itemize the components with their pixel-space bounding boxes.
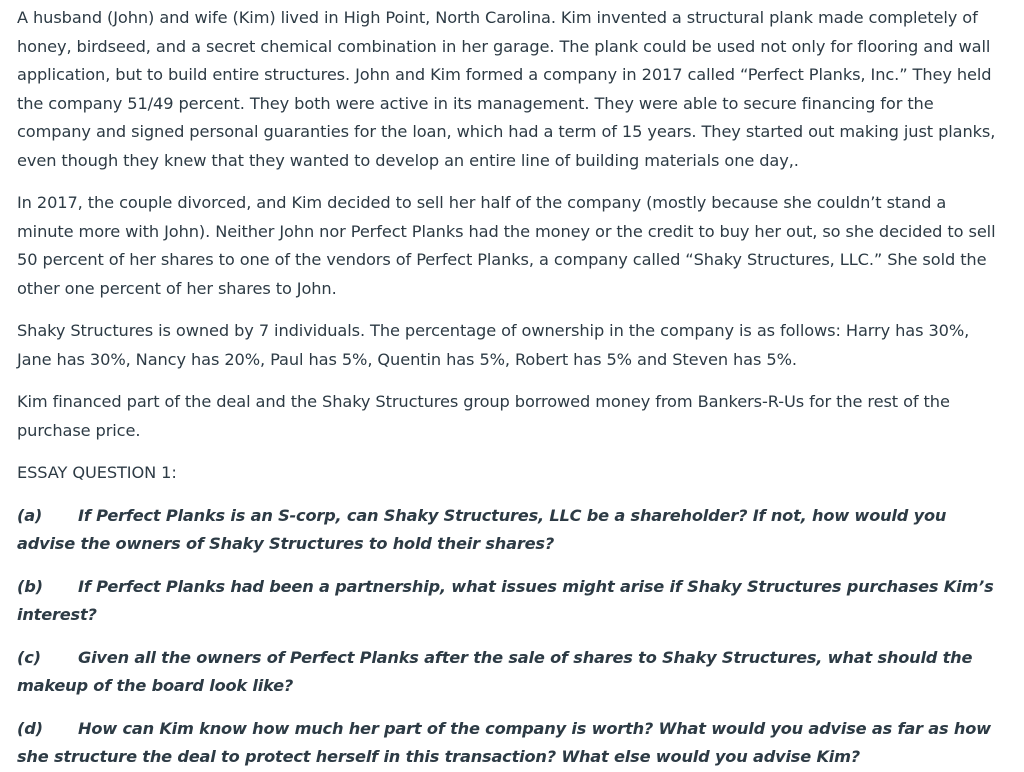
question-d-label: (d) <box>17 718 43 738</box>
paragraph-divorce: In 2017, the couple divorced, and Kim decided to sell her half of the company (mostly because she couldn’t stand a minute more with John). Neither John nor Perfect Planks had the money or the credit to buy her out, so she decided to sell 50 percent of her shares to one of the vendors of Perfect Planks, a company called “Shaky Structures, LLC.” She sold the other one percent of her shares to John. <box>17 193 996 298</box>
paragraph-ownership: Shaky Structures is owned by 7 individuals. The percentage of ownership in the company is as follows: Harry has 30%, Jane has 30%, Nancy has 20%, Paul has 5%, Quentin has 5%, Robert has 5% and Steven has 5%. <box>17 321 970 369</box>
question-b-text: If Perfect Planks had been a partnership, what issues might arise if Shaky Structures purchases Kim’s interest? <box>17 576 994 624</box>
question-a <box>17 502 1006 559</box>
essay-heading: ESSAY QUESTION 1: <box>17 463 177 482</box>
question-b <box>17 573 1006 630</box>
question-c-label: (c) <box>17 647 41 667</box>
question-b-label: (b) <box>17 576 43 596</box>
paragraph-financing: Kim financed part of the deal and the Shaky Structures group borrowed money from Bankers-R-Us for the rest of the purchase price. <box>17 392 950 440</box>
paragraph-background: A husband (John) and wife (Kim) lived in High Point, North Carolina. Kim invented a structural plank made completely of honey, birdseed, and a secret chemical combination in her garage. The plank could be used not only for flooring and wall application, but to build entire structures. John and Kim formed a company in 2017 called “Perfect Planks, Inc.” They held the company 51/49 percent. They both were active in its management. They were able to secure financing for the company and signed personal guaranties for the loan, which had a term of 15 years. They started out making just planks, even though they knew that they wanted to develop an entire line of building materials one day,. <box>17 8 996 170</box>
question-d <box>17 715 1006 772</box>
question-c-text: Given all the owners of Perfect Planks after the sale of shares to Shaky Structures, what should the makeup of the board look like? <box>17 647 973 695</box>
question-a-text: If Perfect Planks is an S-corp, can Shaky Structures, LLC be a shareholder? If not, how would you advise the owners of Shaky Structures to hold their shares? <box>17 505 947 553</box>
question-c <box>17 644 1006 701</box>
question-a-label: (a) <box>17 505 43 525</box>
question-d-text: How can Kim know how much her part of the company is worth? What would you advise as far as how she structure the deal to protect herself in this transaction? What else would you advise Kim? <box>17 718 991 766</box>
